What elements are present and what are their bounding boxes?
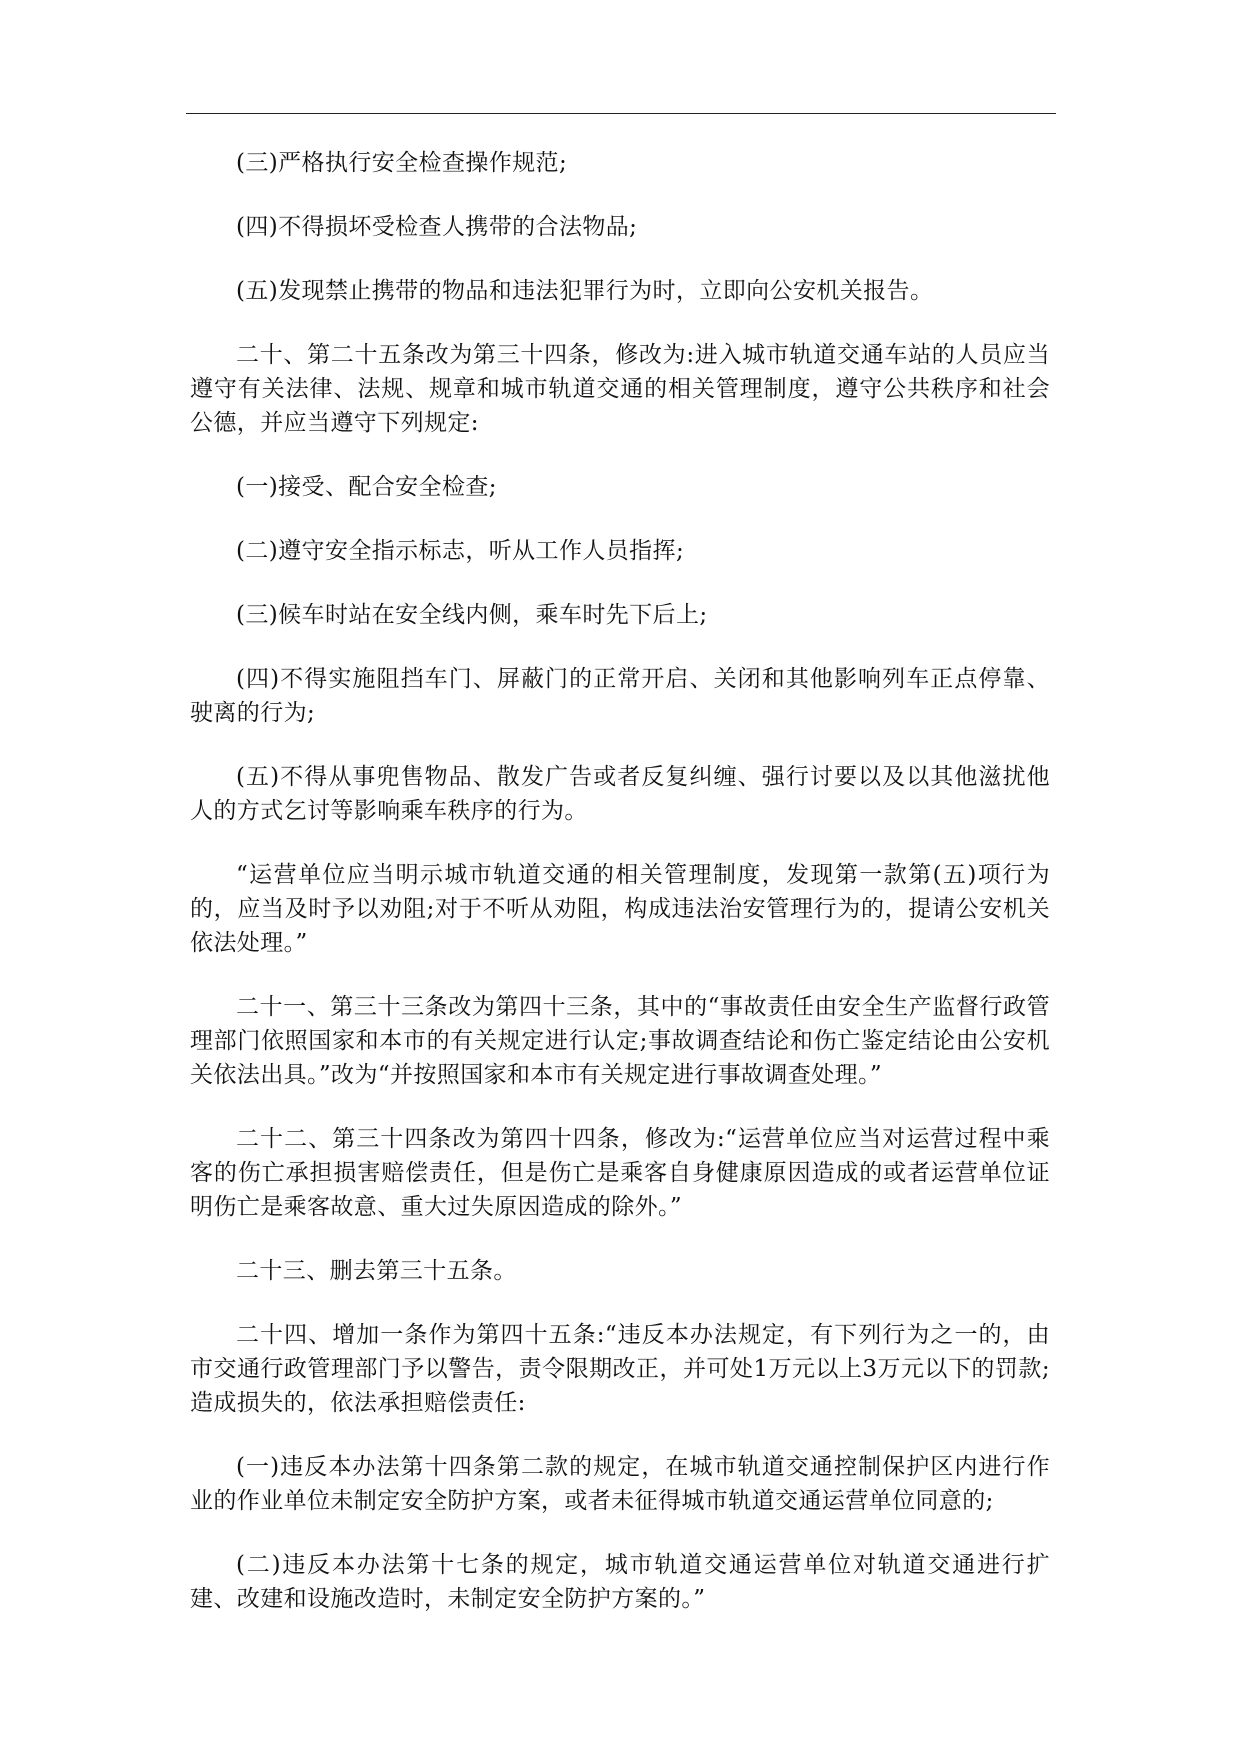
paragraph-article-24: 二十四、增加一条作为第四十五条:“违反本办法规定，有下列行为之一的，由市交通行政管理部门予以警告，责令限期改正，并可处1万元以上3万元以下的罚款;造成损失的，依法承担赔偿责任: (190, 1322, 1050, 1416)
paragraph-article-20: 二十、第二十五条改为第三十四条，修改为:进入城市轨道交通车站的人员应当遵守有关法律、法规、规章和城市轨道交通的相关管理制度，遵守公共秩序和社会公德，并应当遵守下列规定: (190, 342, 1050, 436)
paragraph-article-21: 二十一、第三十三条改为第四十三条，其中的“事故责任由安全生产监督行政管理部门依照国家和本市的有关规定进行认定;事故调查结论和伤亡鉴定结论由公安机关依法出具。”改为“并按照国家和本市有关规定进行事故调查处理。” (190, 994, 1050, 1088)
paragraph-rule-1: (一)接受、配合安全检查; (236, 474, 497, 500)
paragraph-rule-5: (五)不得从事兜售物品、散发广告或者反复纠缠、强行讨要以及以其他滋扰他人的方式乞讨等影响乘车秩序的行为。 (190, 764, 1050, 824)
paragraph-item-4-no-damage: (四)不得损坏受检查人携带的合法物品; (236, 214, 638, 240)
paragraph-item-3-inspection-rules: (三)严格执行安全检查操作规范; (236, 150, 568, 176)
paragraph-operator-notice: “运营单位应当明示城市轨道交通的相关管理制度，发现第一款第(五)项行为的，应当及时予以劝阻;对于不听从劝阻，构成违法治安管理行为的，提请公安机关依法处理。” (190, 862, 1050, 956)
paragraph-violation-2: (二)违反本办法第十七条的规定，城市轨道交通运营单位对轨道交通进行扩建、改建和设施改造时，未制定安全防护方案的。” (190, 1552, 1050, 1612)
paragraph-item-5-report-police: (五)发现禁止携带的物品和违法犯罪行为时，立即向公安机关报告。 (236, 278, 934, 304)
paragraph-rule-2: (二)遵守安全指示标志，听从工作人员指挥; (236, 538, 685, 564)
paragraph-rule-3: (三)候车时站在安全线内侧，乘车时先下后上; (236, 602, 708, 628)
paragraph-rule-4: (四)不得实施阻挡车门、屏蔽门的正常开启、关闭和其他影响列车正点停靠、驶离的行为; (190, 666, 1050, 726)
paragraph-article-22: 二十二、第三十四条改为第四十四条，修改为:“运营单位应当对运营过程中乘客的伤亡承担损害赔偿责任，但是伤亡是乘客自身健康原因造成的或者运营单位证明伤亡是乘客故意、重大过失原因造成的除外。” (190, 1126, 1050, 1220)
paragraph-violation-1: (一)违反本办法第十四条第二款的规定，在城市轨道交通控制保护区内进行作业的作业单位未制定安全防护方案，或者未征得城市轨道交通运营单位同意的; (190, 1454, 1050, 1514)
document-body (190, 146, 1050, 1646)
paragraph-article-23: 二十三、删去第三十五条。 (236, 1258, 517, 1284)
header-rule (186, 113, 1056, 114)
